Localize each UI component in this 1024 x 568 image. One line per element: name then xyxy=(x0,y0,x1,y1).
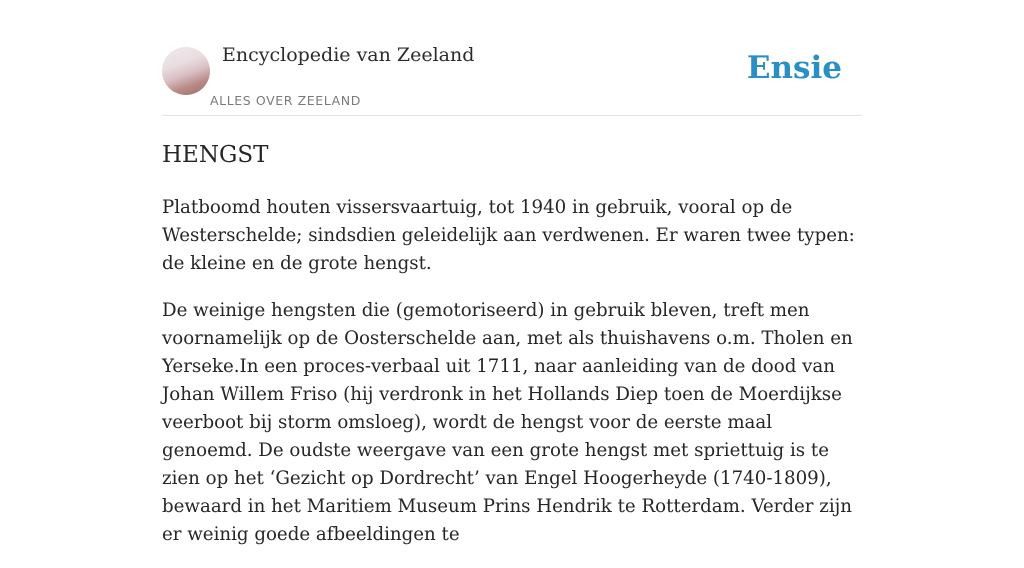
site-header xyxy=(162,0,862,116)
ensie-brand-link[interactable]: Ensie xyxy=(746,50,842,86)
article-paragraph: De weinige hengsten die (gemotoriseerd) in gebruik bleven, treft men voornamelijk op de Oosterschelde aan, met als thuishavens o.m. Tholen en Yerseke.In een proces-verbaal uit 1711, naar aanleiding van de dood van Johan Willem Friso (hij verdronk in het Hollands Diep toen de Moerdijkse veerboot bij storm omsloeg), wordt de hengst voor de eerste maal genoemd. De oudste weergave van een grote hengst met spriettuig is te zien op het ‘Gezicht op Dordrecht’ van Engel Hoogerheyde (1740-1809), bewaard in het Maritiem Museum Prins Hendrik te Rotterdam. Verder zijn er weinig goede afbeeldingen te xyxy=(162,300,853,545)
article xyxy=(162,138,862,568)
article-title: HENGST xyxy=(162,142,269,168)
article-paragraph: Platboomd houten vissersvaartuig, tot 1940 in gebruik, vooral op de Westerschelde; sindsdien geleidelijk aan verdwenen. Er waren twee typen: de kleine en de grote hengst. xyxy=(162,197,855,274)
site-tagline: ALLES OVER ZEELAND xyxy=(210,93,361,108)
site-logo-avatar[interactable] xyxy=(162,47,210,95)
site-name[interactable]: Encyclopedie van Zeeland xyxy=(222,44,475,66)
